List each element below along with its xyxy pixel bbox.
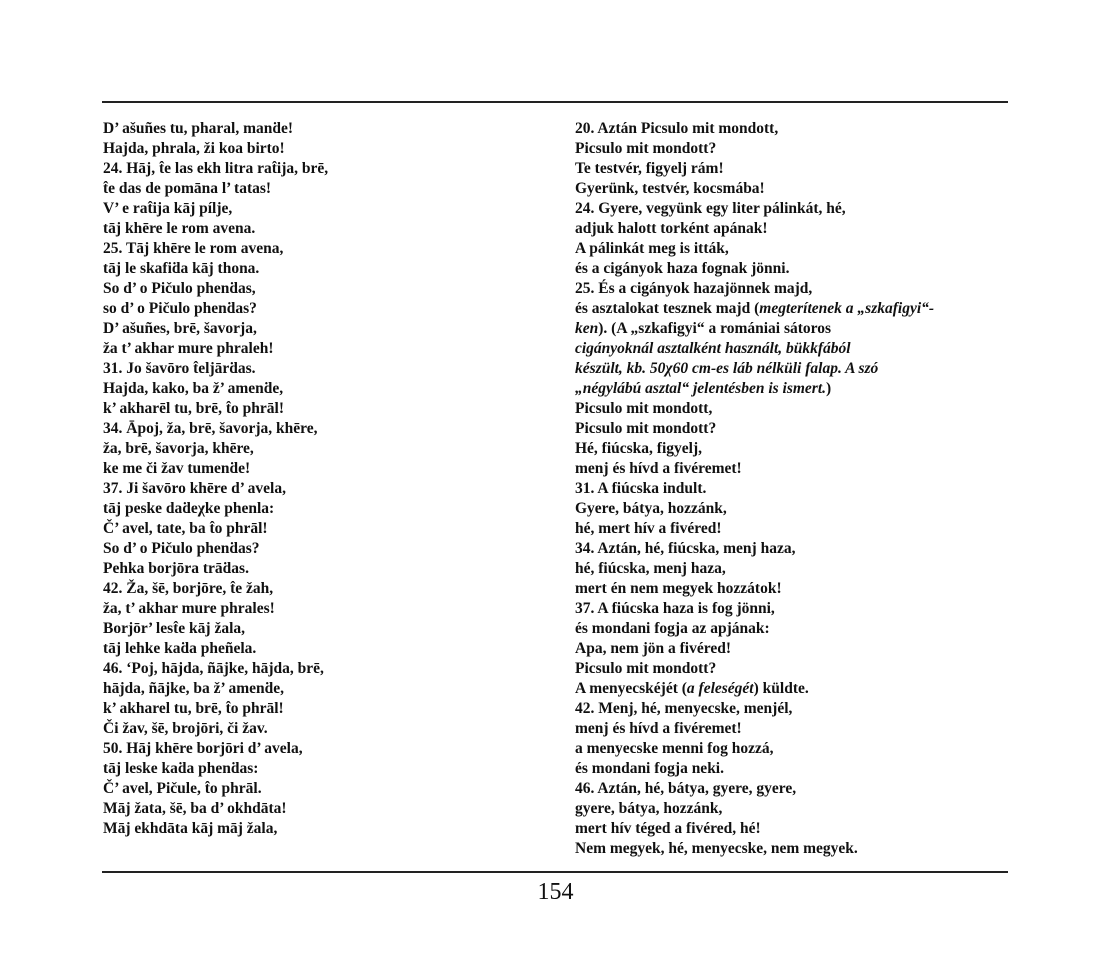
text-line: ža, brē, šavorja, khēre, (103, 440, 254, 457)
text-line: 46. Aztán, hé, bátya, gyere, gyere, (575, 780, 797, 797)
text-line: D’ ašuñes tu, pharal, manḋe! (103, 120, 294, 137)
text-line: 31. Jo šavōro t̂eljārḋas. (103, 360, 256, 377)
text-line: tāj khēre le rom avena. (103, 220, 256, 237)
text-line: 20. Aztán Picsulo mit mondott, (575, 120, 779, 137)
text-line: k’ akharel tu, brē, t̂o phrāl! (103, 700, 284, 717)
text-line: t̂e das de pomāna l’ tatas! (103, 180, 272, 197)
text-span: ). (A „szkafigyi“ a romániai sátoros (598, 320, 832, 337)
page-number: 154 (537, 879, 574, 905)
text-line: A pálinkát meg is itták, (575, 240, 729, 257)
text-line: so d’ o Pičulo phenḋas? (103, 300, 257, 317)
text-line: 24. Hāj, t̂e las ekh litra rat̂ija, brē, (103, 160, 329, 177)
italic-span: megterítenek a „szkafigyi“- (759, 300, 935, 317)
text-span: ) (826, 380, 832, 397)
text-line: 24. Gyere, vegyünk egy liter pálinkát, hé, (575, 200, 846, 217)
text-line (575, 379, 1005, 399)
text-line: k’ akharēl tu, brē, t̂o phrāl! (103, 400, 284, 417)
text-line: Māj žata, šē, ba d’ okhdāta! (103, 800, 287, 817)
text-line: Te testvér, figyelj rám! (575, 160, 724, 177)
text-line: Borjōr’ lest̂e kāj žala, (103, 620, 246, 637)
text-line: Māj ekhdāta kāj māj žala, (103, 820, 278, 837)
text-line: a menyecske menni fog hozzá, (575, 740, 774, 757)
text-line: 37. A fiúcska haza is fog jönni, (575, 600, 775, 617)
italic-span: készült, kb. 50χ60 cm-es láb nélküli falap. A szó (575, 360, 879, 377)
text-line: ža t’ akhar mure phraleh! (103, 340, 274, 357)
text-line: Picsulo mit mondott? (575, 660, 717, 677)
text-line: 50. Hāj khēre borjōri d’ avela, (103, 740, 303, 757)
text-line: Pehka borjōra trāḋas. (103, 560, 249, 577)
text-line: Hajda, kako, ba ž’ amenḋe, (103, 380, 284, 397)
text-line: gyere, bátya, hozzánk, (575, 800, 723, 817)
text-line: 31. A fiúcska indult. (575, 480, 707, 497)
romani-text-column (103, 119, 543, 839)
text-line: Apa, nem jön a fivéred! (575, 640, 731, 657)
text-line (575, 359, 1005, 379)
text-line: Gyerünk, testvér, kocsmába! (575, 180, 765, 197)
text-line: Č’ avel, Pičule, t̂o phrāl. (103, 780, 262, 797)
text-line: Picsulo mit mondott, (575, 400, 713, 417)
text-span: A menyecskéjét ( (575, 680, 687, 697)
text-line: és mondani fogja az apjának: (575, 620, 770, 637)
text-line: mert hív téged a fivéred, hé! (575, 820, 761, 837)
text-line: tāj lehke kaḋa pheñela. (103, 640, 257, 657)
text-line: tāj peske daḋeχke phenla: (103, 500, 275, 517)
text-line: hājda, ñājke, ba ž’ amenḋe, (103, 680, 284, 697)
text-line: és mondani fogja neki. (575, 760, 724, 777)
italic-span: a feleségét (686, 680, 754, 697)
text-span: ) küldte. (753, 680, 809, 697)
text-line: 34. Aztán, hé, fiúcska, menj haza, (575, 540, 796, 557)
text-line: So d’ o Pičulo phenḋas? (103, 540, 260, 557)
hungarian-translation-column (575, 119, 1005, 859)
text-line: tāj le skafiḋa kāj thona. (103, 260, 260, 277)
text-line: Či žav, šē, brojōri, či žav. (103, 720, 268, 737)
text-line: Picsulo mit mondott? (575, 420, 717, 437)
italic-span: ken (575, 320, 599, 337)
text-line: D’ ašuñes, brē, šavorja, (103, 320, 257, 337)
text-line (575, 319, 1005, 339)
text-line: adjuk halott torként apának! (575, 220, 768, 237)
text-line: ke me či žav tumenḋe! (103, 460, 251, 477)
italic-span: „négylábú asztal“ jelentésben is ismert. (575, 380, 827, 397)
text-line: Hé, fiúcska, figyelj, (575, 440, 702, 457)
text-line: 25. Tāj khēre le rom avena, (103, 240, 284, 257)
text-line: Č’ avel, tate, ba t̂o phrāl! (103, 520, 268, 537)
text-line: 34. Āpoj, ža, brē, šavorja, khēre, (103, 420, 318, 437)
text-line: ža, t’ akhar mure phrales! (103, 600, 275, 617)
bottom-rule (102, 871, 1008, 873)
text-line: menj és hívd a fivéremet! (575, 460, 742, 477)
text-line: 46. ‘Poj, hājda, ñājke, hājda, brē, (103, 660, 324, 677)
text-line: 25. És a cigányok hazajönnek majd, (575, 280, 813, 297)
text-span: és asztalokat tesznek majd ( (575, 300, 760, 317)
text-line (575, 299, 1005, 319)
text-line: tāj leske kaḋa phenḋas: (103, 760, 259, 777)
text-line (575, 679, 1005, 699)
text-line: So d’ o Pičulo phenḋas, (103, 280, 256, 297)
text-line (575, 339, 1005, 359)
text-line: 37. Ji šavōro khēre d’ avela, (103, 480, 286, 497)
text-line: 42. Ža, šē, borjōre, t̂e žah, (103, 580, 274, 597)
text-line: 42. Menj, hé, menyecske, menjél, (575, 700, 793, 717)
text-line: Nem megyek, hé, menyecske, nem megyek. (575, 840, 858, 857)
text-line: hé, fiúcska, menj haza, (575, 560, 726, 577)
text-line: V’ e rat̂ija kāj pílje, (103, 200, 233, 217)
text-line: Hajda, phrala, ži koa birto! (103, 140, 285, 157)
text-line: Gyere, bátya, hozzánk, (575, 500, 727, 517)
top-rule (102, 101, 1008, 103)
italic-span: cigányoknál asztalként használt, bükkfából (575, 340, 851, 357)
text-line: és a cigányok haza fognak jönni. (575, 260, 790, 277)
text-line: mert én nem megyek hozzátok! (575, 580, 782, 597)
text-line: menj és hívd a fivéremet! (575, 720, 742, 737)
text-line: Picsulo mit mondott? (575, 140, 717, 157)
text-line: hé, mert hív a fivéred! (575, 520, 722, 537)
